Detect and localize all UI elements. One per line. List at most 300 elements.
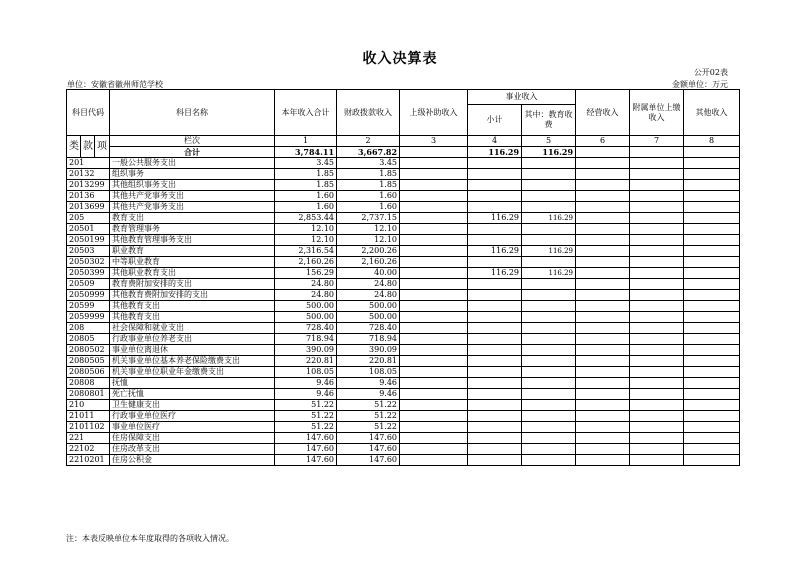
row-edu-fee — [522, 400, 576, 411]
row-affiliated — [630, 279, 684, 290]
row-fiscal: 12.10 — [337, 235, 400, 246]
header-name: 科目名称 — [110, 90, 275, 136]
row-subtotal — [468, 378, 522, 389]
row-subsidy — [400, 356, 468, 367]
row-fiscal: 12.10 — [337, 224, 400, 235]
row-other — [684, 169, 740, 180]
table-row — [67, 268, 740, 279]
row-total: 1.85 — [275, 169, 337, 180]
col-num: 7 — [630, 136, 684, 147]
row-other — [684, 246, 740, 257]
row-other — [684, 290, 740, 301]
row-operating — [576, 257, 630, 268]
row-fiscal: 51.22 — [337, 422, 400, 433]
amount-unit: 金额单位：万元 — [672, 80, 728, 89]
row-subsidy — [400, 290, 468, 301]
row-total: 500.00 — [275, 301, 337, 312]
row-name: 事业单位医疗 — [110, 422, 275, 433]
header-other: 其他收入 — [684, 90, 740, 136]
table-row — [67, 378, 740, 389]
row-name: 机关事业单位基本养老保险缴费支出 — [110, 356, 275, 367]
col-num: 8 — [684, 136, 740, 147]
row-fiscal: 24.80 — [337, 290, 400, 301]
row-name: 职业教育 — [110, 246, 275, 257]
row-affiliated — [630, 246, 684, 257]
row-affiliated — [630, 180, 684, 191]
row-subtotal — [468, 301, 522, 312]
row-other — [684, 345, 740, 356]
table-row — [67, 191, 740, 202]
table-row — [67, 202, 740, 213]
summary-subsidy — [400, 147, 468, 158]
row-operating — [576, 279, 630, 290]
row-name: 其他共产党事务支出 — [110, 191, 275, 202]
row-operating — [576, 356, 630, 367]
row-subsidy — [400, 169, 468, 180]
row-total: 718.94 — [275, 334, 337, 345]
row-subtotal — [468, 224, 522, 235]
col-num: 1 — [275, 136, 337, 147]
table-row — [67, 411, 740, 422]
col-num: 3 — [400, 136, 468, 147]
row-code: 2080502 — [67, 345, 110, 356]
row-edu-fee: 116.29 — [522, 268, 576, 279]
table-row — [67, 367, 740, 378]
row-code: 2080801 — [67, 389, 110, 400]
row-operating — [576, 455, 630, 466]
row-affiliated — [630, 334, 684, 345]
row-name: 其他教育费附加安排的支出 — [110, 290, 275, 301]
row-other — [684, 422, 740, 433]
row-subtotal: 116.29 — [468, 268, 522, 279]
row-affiliated — [630, 191, 684, 202]
row-fiscal: 40.00 — [337, 268, 400, 279]
row-operating — [576, 334, 630, 345]
row-affiliated — [630, 301, 684, 312]
row-affiliated — [630, 257, 684, 268]
row-fiscal: 51.22 — [337, 411, 400, 422]
row-other — [684, 323, 740, 334]
row-subtotal — [468, 444, 522, 455]
row-subtotal — [468, 312, 522, 323]
row-subtotal — [468, 169, 522, 180]
row-operating — [576, 400, 630, 411]
row-name: 一般公共服务支出 — [110, 158, 275, 169]
page-title: 收入决算表 — [362, 51, 438, 67]
row-total: 24.80 — [275, 290, 337, 301]
row-code: 2101102 — [67, 422, 110, 433]
row-code: 20808 — [67, 378, 110, 389]
row-code: 20509 — [67, 279, 110, 290]
row-operating — [576, 433, 630, 444]
row-subsidy — [400, 224, 468, 235]
row-subsidy — [400, 180, 468, 191]
table-row — [67, 169, 740, 180]
table-row — [67, 290, 740, 301]
row-total: 24.80 — [275, 279, 337, 290]
row-edu-fee — [522, 279, 576, 290]
row-affiliated — [630, 158, 684, 169]
table-row — [67, 246, 740, 257]
row-other — [684, 213, 740, 224]
header-edu-fee: 其中：教育收费 — [522, 105, 576, 136]
row-edu-fee — [522, 422, 576, 433]
row-operating — [576, 290, 630, 301]
header-code: 科目代码 — [67, 90, 110, 136]
row-affiliated — [630, 213, 684, 224]
row-affiliated — [630, 389, 684, 400]
row-code: 205 — [67, 213, 110, 224]
row-subsidy — [400, 323, 468, 334]
row-operating — [576, 389, 630, 400]
row-subtotal — [468, 389, 522, 400]
table-row — [67, 433, 740, 444]
row-affiliated — [630, 312, 684, 323]
row-edu-fee — [522, 367, 576, 378]
row-edu-fee — [522, 356, 576, 367]
row-subtotal — [468, 356, 522, 367]
row-fiscal: 500.00 — [337, 301, 400, 312]
row-subsidy — [400, 334, 468, 345]
row-fiscal: 147.60 — [337, 455, 400, 466]
header-business: 事业收入 — [468, 90, 576, 105]
row-fiscal: 108.05 — [337, 367, 400, 378]
row-edu-fee: 116.29 — [522, 246, 576, 257]
row-operating — [576, 422, 630, 433]
row-code: 20503 — [67, 246, 110, 257]
row-total: 2,316.54 — [275, 246, 337, 257]
row-fiscal: 9.46 — [337, 378, 400, 389]
row-edu-fee — [522, 345, 576, 356]
row-edu-fee: 116.29 — [522, 213, 576, 224]
row-total: 500.00 — [275, 312, 337, 323]
row-other — [684, 312, 740, 323]
row-subtotal — [468, 400, 522, 411]
row-code: 2050999 — [67, 290, 110, 301]
row-operating — [576, 378, 630, 389]
row-other — [684, 411, 740, 422]
row-edu-fee — [522, 191, 576, 202]
row-subsidy — [400, 235, 468, 246]
row-name: 其他教育管理事务支出 — [110, 235, 275, 246]
row-subsidy — [400, 389, 468, 400]
row-edu-fee — [522, 378, 576, 389]
row-fiscal: 51.22 — [337, 400, 400, 411]
table-row — [67, 334, 740, 345]
row-operating — [576, 301, 630, 312]
row-total: 2,853.44 — [275, 213, 337, 224]
row-name: 其他教育支出 — [110, 301, 275, 312]
table-row — [67, 323, 740, 334]
row-total: 1.60 — [275, 202, 337, 213]
unit-label: 单位：安徽省徽州师范学校 — [67, 80, 163, 89]
row-total: 9.46 — [275, 389, 337, 400]
row-affiliated — [630, 356, 684, 367]
row-name: 教育管理事务 — [110, 224, 275, 235]
row-total: 220.81 — [275, 356, 337, 367]
row-subtotal: 116.29 — [468, 213, 522, 224]
row-name: 其他共产党事务支出 — [110, 202, 275, 213]
row-subsidy — [400, 246, 468, 257]
row-affiliated — [630, 367, 684, 378]
row-total: 728.40 — [275, 323, 337, 334]
row-fiscal: 24.80 — [337, 279, 400, 290]
row-fiscal: 1.85 — [337, 180, 400, 191]
row-subsidy — [400, 312, 468, 323]
row-edu-fee — [522, 180, 576, 191]
row-other — [684, 224, 740, 235]
row-subtotal — [468, 158, 522, 169]
row-subtotal — [468, 455, 522, 466]
row-name: 其他职业教育支出 — [110, 268, 275, 279]
header-row-1 — [67, 90, 740, 105]
row-code: 20805 — [67, 334, 110, 345]
summary-operating — [576, 147, 630, 158]
column-index-row — [67, 136, 740, 147]
row-operating — [576, 268, 630, 279]
row-subsidy — [400, 202, 468, 213]
row-edu-fee — [522, 444, 576, 455]
row-code: 201 — [67, 158, 110, 169]
table-row — [67, 389, 740, 400]
row-fiscal: 147.60 — [337, 433, 400, 444]
row-subsidy — [400, 367, 468, 378]
row-total: 108.05 — [275, 367, 337, 378]
table-row — [67, 312, 740, 323]
row-edu-fee — [522, 389, 576, 400]
row-edu-fee — [522, 301, 576, 312]
table-row — [67, 345, 740, 356]
row-code: 2080505 — [67, 356, 110, 367]
row-code: 20599 — [67, 301, 110, 312]
table-row — [67, 455, 740, 466]
row-other — [684, 356, 740, 367]
row-name: 教育费附加安排的支出 — [110, 279, 275, 290]
row-total: 12.10 — [275, 235, 337, 246]
row-subtotal — [468, 433, 522, 444]
row-subsidy — [400, 268, 468, 279]
row-total: 2,160.26 — [275, 257, 337, 268]
row-affiliated — [630, 400, 684, 411]
header-fiscal: 财政拨款收入 — [337, 90, 400, 136]
row-subtotal — [468, 345, 522, 356]
row-other — [684, 202, 740, 213]
row-fiscal: 9.46 — [337, 389, 400, 400]
row-fiscal: 2,160.26 — [337, 257, 400, 268]
row-subtotal — [468, 367, 522, 378]
summary-edu-fee: 116.29 — [522, 147, 576, 158]
row-subtotal — [468, 422, 522, 433]
row-other — [684, 433, 740, 444]
row-total: 147.60 — [275, 444, 337, 455]
row-other — [684, 301, 740, 312]
header-operating: 经营收入 — [576, 90, 630, 136]
row-name: 住房保障支出 — [110, 433, 275, 444]
row-name: 事业单位离退休 — [110, 345, 275, 356]
column-index-label: 栏次 — [110, 136, 275, 147]
row-name: 行政事业单位养老支出 — [110, 334, 275, 345]
row-subsidy — [400, 301, 468, 312]
table-row — [67, 224, 740, 235]
row-edu-fee — [522, 455, 576, 466]
row-other — [684, 444, 740, 455]
row-affiliated — [630, 378, 684, 389]
row-fiscal: 1.60 — [337, 202, 400, 213]
summary-affiliated — [630, 147, 684, 158]
col-num: 4 — [468, 136, 522, 147]
row-operating — [576, 224, 630, 235]
table-row — [67, 180, 740, 191]
row-subsidy — [400, 378, 468, 389]
header-subsidy: 上级补助收入 — [400, 90, 468, 136]
row-edu-fee — [522, 334, 576, 345]
row-subtotal — [468, 279, 522, 290]
row-code: 2080506 — [67, 367, 110, 378]
row-operating — [576, 444, 630, 455]
row-subtotal — [468, 257, 522, 268]
row-operating — [576, 312, 630, 323]
row-operating — [576, 158, 630, 169]
row-fiscal: 390.09 — [337, 345, 400, 356]
summary-other — [684, 147, 740, 158]
row-subsidy — [400, 257, 468, 268]
row-operating — [576, 323, 630, 334]
row-total: 1.60 — [275, 191, 337, 202]
row-affiliated — [630, 169, 684, 180]
header-subtotal: 小计 — [468, 105, 522, 136]
row-edu-fee — [522, 411, 576, 422]
row-operating — [576, 235, 630, 246]
row-fiscal: 3.45 — [337, 158, 400, 169]
row-affiliated — [630, 411, 684, 422]
row-other — [684, 400, 740, 411]
summary-fiscal: 3,667.82 — [337, 147, 400, 158]
header-kuan: 款 — [81, 136, 95, 158]
row-edu-fee — [522, 290, 576, 301]
income-table — [66, 89, 740, 466]
row-subtotal — [468, 180, 522, 191]
table-row — [67, 356, 740, 367]
header-affiliated: 附属单位上缴收入 — [630, 90, 684, 136]
row-fiscal: 500.00 — [337, 312, 400, 323]
row-operating — [576, 367, 630, 378]
summary-row — [67, 147, 740, 158]
col-num: 2 — [337, 136, 400, 147]
row-other — [684, 389, 740, 400]
row-subsidy — [400, 433, 468, 444]
row-fiscal: 1.85 — [337, 169, 400, 180]
table-row — [67, 257, 740, 268]
row-edu-fee — [522, 224, 576, 235]
row-other — [684, 455, 740, 466]
row-operating — [576, 345, 630, 356]
row-subsidy — [400, 158, 468, 169]
row-total: 51.22 — [275, 400, 337, 411]
row-affiliated — [630, 444, 684, 455]
row-edu-fee — [522, 169, 576, 180]
row-code: 22102 — [67, 444, 110, 455]
row-edu-fee — [522, 257, 576, 268]
row-operating — [576, 202, 630, 213]
row-subsidy — [400, 213, 468, 224]
row-other — [684, 279, 740, 290]
row-code: 2050302 — [67, 257, 110, 268]
row-total: 12.10 — [275, 224, 337, 235]
row-other — [684, 367, 740, 378]
table-row — [67, 235, 740, 246]
header-total: 本年收入合计 — [275, 90, 337, 136]
row-edu-fee — [522, 158, 576, 169]
table-row — [67, 213, 740, 224]
header-xiang: 项 — [95, 136, 110, 158]
row-subtotal — [468, 334, 522, 345]
row-edu-fee — [522, 433, 576, 444]
row-name: 其他组织事务支出 — [110, 180, 275, 191]
row-total: 51.22 — [275, 411, 337, 422]
row-operating — [576, 246, 630, 257]
row-other — [684, 191, 740, 202]
row-code: 2050199 — [67, 235, 110, 246]
row-subsidy — [400, 400, 468, 411]
row-name: 行政事业单位医疗 — [110, 411, 275, 422]
row-subtotal — [468, 235, 522, 246]
row-total: 1.85 — [275, 180, 337, 191]
row-name: 死亡抚恤 — [110, 389, 275, 400]
row-name: 住房改革支出 — [110, 444, 275, 455]
row-name: 住房公积金 — [110, 455, 275, 466]
row-fiscal: 2,737.15 — [337, 213, 400, 224]
row-operating — [576, 180, 630, 191]
summary-total: 3,784.11 — [275, 147, 337, 158]
row-name: 抚恤 — [110, 378, 275, 389]
row-name: 机关事业单位职业年金缴费支出 — [110, 367, 275, 378]
row-total: 3.45 — [275, 158, 337, 169]
row-fiscal: 220.81 — [337, 356, 400, 367]
row-operating — [576, 213, 630, 224]
row-affiliated — [630, 202, 684, 213]
row-other — [684, 378, 740, 389]
row-total: 390.09 — [275, 345, 337, 356]
table-row — [67, 422, 740, 433]
row-affiliated — [630, 235, 684, 246]
row-affiliated — [630, 268, 684, 279]
row-code: 2013299 — [67, 180, 110, 191]
table-row — [67, 400, 740, 411]
row-subtotal — [468, 411, 522, 422]
row-affiliated — [630, 433, 684, 444]
row-other — [684, 158, 740, 169]
row-affiliated — [630, 323, 684, 334]
row-edu-fee — [522, 323, 576, 334]
row-code: 21011 — [67, 411, 110, 422]
row-total: 9.46 — [275, 378, 337, 389]
row-code: 20501 — [67, 224, 110, 235]
row-code: 2210201 — [67, 455, 110, 466]
row-code: 20136 — [67, 191, 110, 202]
row-operating — [576, 169, 630, 180]
header-lei: 类 — [67, 136, 81, 158]
row-name: 其他教育支出 — [110, 312, 275, 323]
row-subsidy — [400, 422, 468, 433]
row-fiscal: 728.40 — [337, 323, 400, 334]
summary-label: 合计 — [110, 147, 275, 158]
row-other — [684, 257, 740, 268]
row-other — [684, 235, 740, 246]
row-affiliated — [630, 345, 684, 356]
row-code: 208 — [67, 323, 110, 334]
table-row — [67, 301, 740, 312]
row-edu-fee — [522, 312, 576, 323]
